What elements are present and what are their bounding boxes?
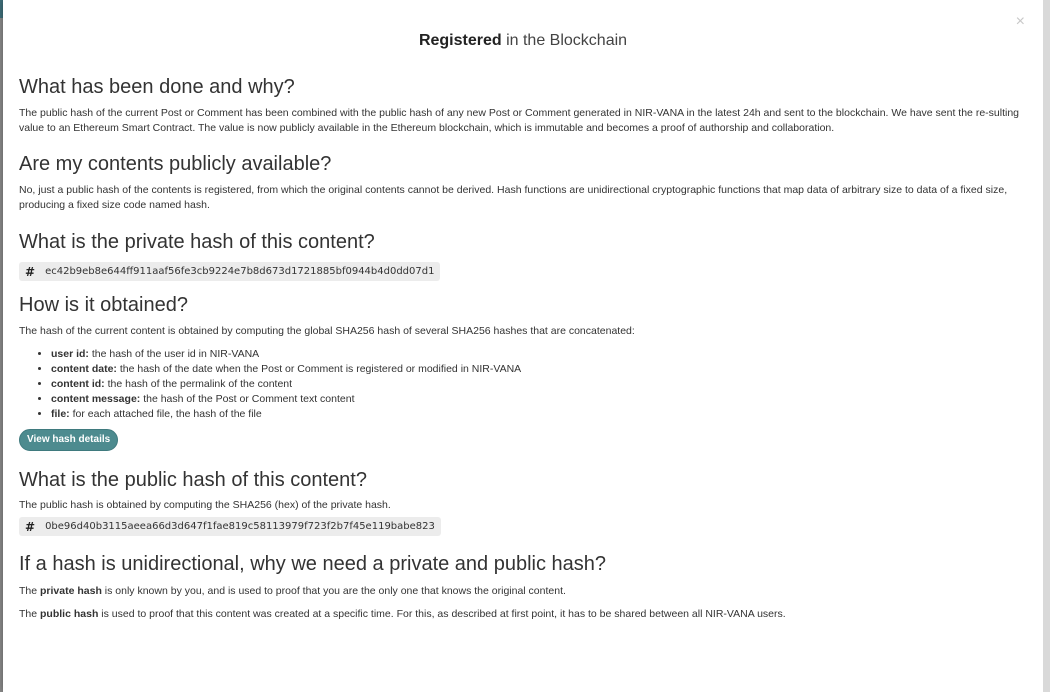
modal-title-rest: in the Blockchain	[501, 32, 628, 49]
text-rest: is used to proof that this content was created at a specific time. For this, as described at first point, it has to be shared between all NIR-VANA users.	[98, 608, 786, 620]
list-item	[51, 362, 1027, 377]
list-item-label: user id:	[51, 348, 89, 360]
list-item-label: content date:	[51, 363, 117, 375]
heading-private-hash: What is the private hash of this content?	[19, 231, 375, 253]
list-item-desc: the hash of the Post or Comment text content	[140, 393, 355, 405]
hash-icon: #	[25, 264, 36, 279]
list-item-desc: for each attached file, the hash of the file	[69, 408, 262, 420]
public-hash-box[interactable]	[19, 517, 441, 536]
text-what-done: The public hash of the current Post or Comment has been combined with the public hash of any new Post or Comment generated in NIR-VANA in the latest 24h and sent to the blockchain. We have sent the re-sulting value to an Ethereum Smart Contract. The value is now publicly available in the Ethereum blockchain, which is immutable and becomes a proof of authorship and collaboration.	[19, 107, 1020, 134]
hash-components-list	[19, 347, 1027, 422]
close-icon[interactable]: ×	[1015, 13, 1025, 30]
scrollbar[interactable]	[1043, 0, 1050, 692]
heading-what-done: What has been done and why?	[19, 76, 295, 98]
view-hash-details-button[interactable]: View hash details	[19, 429, 118, 451]
text-obtained: The hash of the current content is obtained by computing the global SHA256 hash of several SHA256 hashes that are concatenated:	[19, 325, 635, 337]
heading-public-hash: What is the public hash of this content?	[19, 469, 367, 491]
text-private-hash-usage	[19, 584, 1027, 599]
text-prefix: The	[19, 585, 41, 597]
modal-title-strong: Registered	[418, 32, 502, 49]
list-item-label: file:	[51, 408, 70, 420]
text-public-hash-usage	[19, 607, 1027, 622]
list-item-label: content message:	[51, 393, 141, 405]
modal-content	[3, 76, 1043, 622]
list-item-desc: the hash of the user id in NIR-VANA	[88, 348, 260, 360]
list-item-desc: the hash of the date when the Post or Comment is registered or modified in NIR-VANA	[116, 363, 522, 375]
list-item	[51, 347, 1027, 362]
text-rest: is only known by you, and is used to proof that you are the only one that knows the original content.	[101, 585, 566, 597]
heading-public-available: Are my contents publicly available?	[19, 153, 332, 175]
private-hash-value: ec42b9eb8e644ff911aaf56fe3cb9224e7b8d673d1721885bf0944b4d0dd07d1	[45, 266, 435, 277]
heading-obtained: How is it obtained?	[19, 294, 188, 316]
text-prefix: The	[19, 608, 41, 620]
private-hash-box[interactable]	[19, 262, 440, 281]
list-item	[51, 377, 1027, 392]
text-public-available: No, just a public hash of the contents is registered, from which the original contents cannot be derived. Hash functions are unidirectional cryptographic functions that map data of arbitrary size to data of a fixed size, producing a fixed size code named hash.	[19, 184, 1008, 211]
private-hash-term: private hash	[40, 585, 102, 597]
list-item	[51, 407, 1027, 422]
public-hash-value: 0be96d40b3115aeea66d3d647f1fae819c58113979f723f2b7f45e119babe823	[45, 521, 435, 532]
blockchain-modal	[3, 0, 1043, 692]
public-hash-term: public hash	[40, 608, 99, 620]
list-item-label: content id:	[51, 378, 105, 390]
list-item	[51, 392, 1027, 407]
heading-why-two: If a hash is unidirectional, why we need a private and public hash?	[19, 553, 607, 575]
modal-title	[3, 32, 1043, 52]
hash-icon: #	[25, 519, 36, 534]
list-item-desc: the hash of the permalink of the content	[104, 378, 293, 390]
text-public-hash: The public hash is obtained by computing the SHA256 (hex) of the private hash.	[19, 499, 391, 511]
